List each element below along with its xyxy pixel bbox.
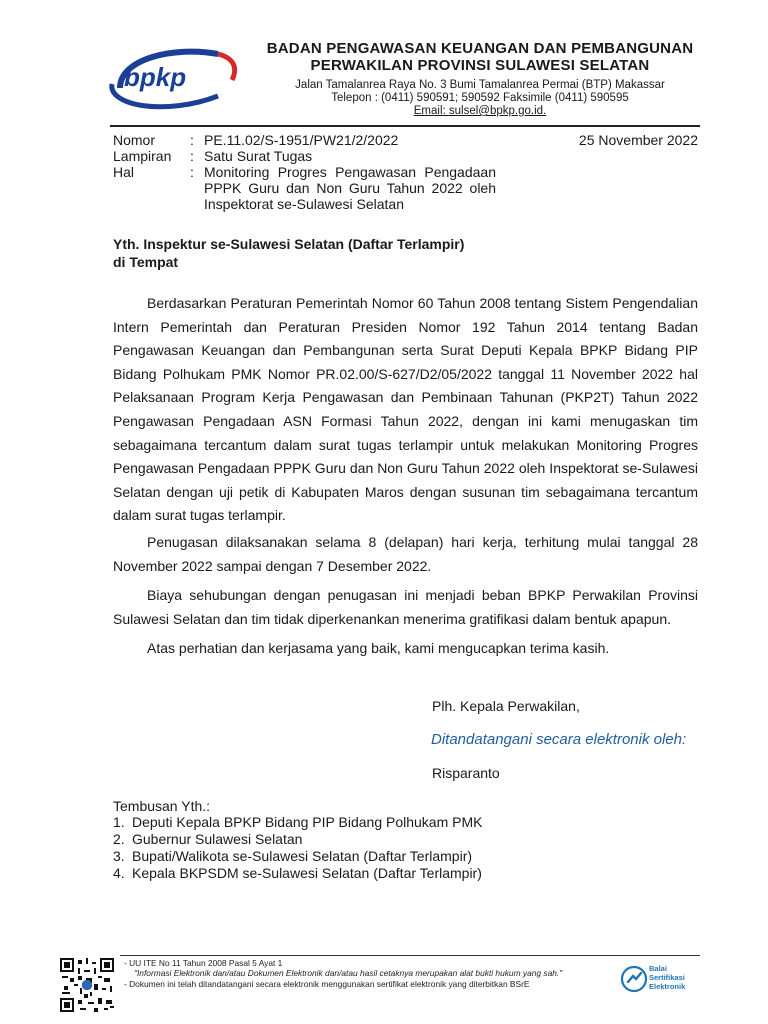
cc-item: 3. Bupati/Walikota se-Sulawesi Selatan (Daftar Terlampir) <box>113 848 473 864</box>
address: Jalan Tamalanrea Raya No. 3 Bumi Tamalanrea Permai (BTP) Makassar <box>295 79 665 91</box>
meta-row-lampiran <box>0 148 768 164</box>
org-name-line2: PERWAKILAN PROVINSI SULAWESI SELATAN <box>310 57 650 74</box>
cc-item: 2. Gubernur Sulawesi Selatan <box>113 831 303 847</box>
colon: : <box>190 148 194 164</box>
letter-date: 25 November 2022 <box>578 132 698 148</box>
recipient <box>113 235 464 271</box>
phone: Telepon : (0411) 590591; 590592 Faksimile (0411) 590595 <box>331 92 629 104</box>
esign-note: Ditandatangani secara elektronik oleh: <box>431 731 687 748</box>
cc-list <box>113 814 482 882</box>
recipient-line2: di Tempat <box>113 254 179 270</box>
org-name-line1: BADAN PENGAWASAN KEUANGAN DAN PEMBANGUNAN <box>266 40 694 57</box>
header-divider <box>110 125 700 127</box>
qr-code-icon[interactable] <box>60 958 114 1012</box>
footer-divider <box>120 955 700 956</box>
recipient-line1: Yth. Inspektur se-Sulawesi Selatan (Daftar Terlampir) <box>113 236 465 252</box>
signature-title: Plh. Kepala Perwakilan, <box>432 698 580 714</box>
nomor-label: Nomor <box>113 132 156 148</box>
lampiran-label: Lampiran <box>113 148 172 164</box>
cc-item: 4. Kepala BKPSDM se-Sulawesi Selatan (Daftar Terlampir) <box>113 865 482 881</box>
body-paragraph-4: Atas perhatian dan kerjasama yang baik, kami mengucapkan terima kasih. <box>147 640 610 656</box>
logo-text: bpkp <box>124 62 187 92</box>
cc-title: Tembusan Yth.: <box>113 798 211 814</box>
footer-law: - UU ITE No 11 Tahun 2008 Pasal 5 Ayat 1 <box>124 958 283 968</box>
body-paragraph-1: Berdasarkan Peraturan Pemerintah Nomor 60 Tahun 2008 tentang Sistem Pengendalian Intern Pemerintah dan Peraturan Presiden Nomor 192 Tahun 2014 tentang Badan Pengawasan Keuangan dan Pembangunan serta Surat Deputi Kepala BPKP Bidang PIP Bidang Polhukam PMK Nomor PR.02.00/S-627/D2/05/2022 tanggal 11 November 2022 hal Pelaksanaan Program Kerja Pengawasan dan Pembinaan Tahunan (PKP2T) Tahun 2022 Pengawasan Pengadaan ASN Formasi Tahun 2022, dengan ini kami menugaskan tim sebagaimana tercantum dalam surat tugas terlampir untuk melakukan Monitoring Progres Pengawasan Pengadaan PPPK Guru dan Non Guru Tahun 2022 oleh Inspektorat se-Sulawesi Selatan dengan uji petik di Kabupaten Maros dengan susunan tim sebagaimana tercantum dalam surat tugas terlampir. <box>113 295 698 524</box>
colon: : <box>190 132 194 148</box>
cc-item: 1. Deputi Kepala BPKP Bidang PIP Bidang Polhukam PMK <box>113 814 483 830</box>
email-link[interactable]: Email: sulsel@bpkp.go.id. <box>413 105 547 117</box>
lampiran-value: Satu Surat Tugas <box>204 148 313 164</box>
signer-name: Risparanto <box>432 765 500 781</box>
colon: : <box>190 164 194 180</box>
hal-value: Monitoring Progres Pengawasan Pengadaan PPPK Guru dan Non Guru Tahun 2022 oleh Inspektorat se-Sulawesi Selatan <box>204 164 496 212</box>
body-paragraph-2: Penugasan dilaksanakan selama 8 (delapan) hari kerja, terhitung mulai tanggal 28 November 2022 sampai dengan 7 Desember 2022. <box>113 534 698 574</box>
nomor-value: PE.11.02/S-1951/PW21/2/2022 <box>204 132 399 148</box>
bsre-logo-icon <box>620 965 648 993</box>
bsre-label: Balai Sertifikasi Elektronik <box>649 964 686 991</box>
footer-esign-notice: - Dokumen ini telah ditandatangani secara elektronik menggunakan sertifikat elektronik yang diterbitkan BSrE <box>124 979 530 989</box>
body-paragraph-3: Biaya sehubungan dengan penugasan ini menjadi beban BPKP Perwakilan Provinsi Sulawesi Selatan dan tim tidak diperkenankan menerima gratifikasi dalam bentuk apapun. <box>113 587 698 627</box>
hal-label: Hal <box>113 164 135 180</box>
footer-quote: "Informasi Elektronik dan/atau Dokumen Elektronik dan/atau hasil cetaknya merupakan alat bukti hukum yang sah." <box>134 968 563 978</box>
bpkp-logo <box>106 44 240 114</box>
